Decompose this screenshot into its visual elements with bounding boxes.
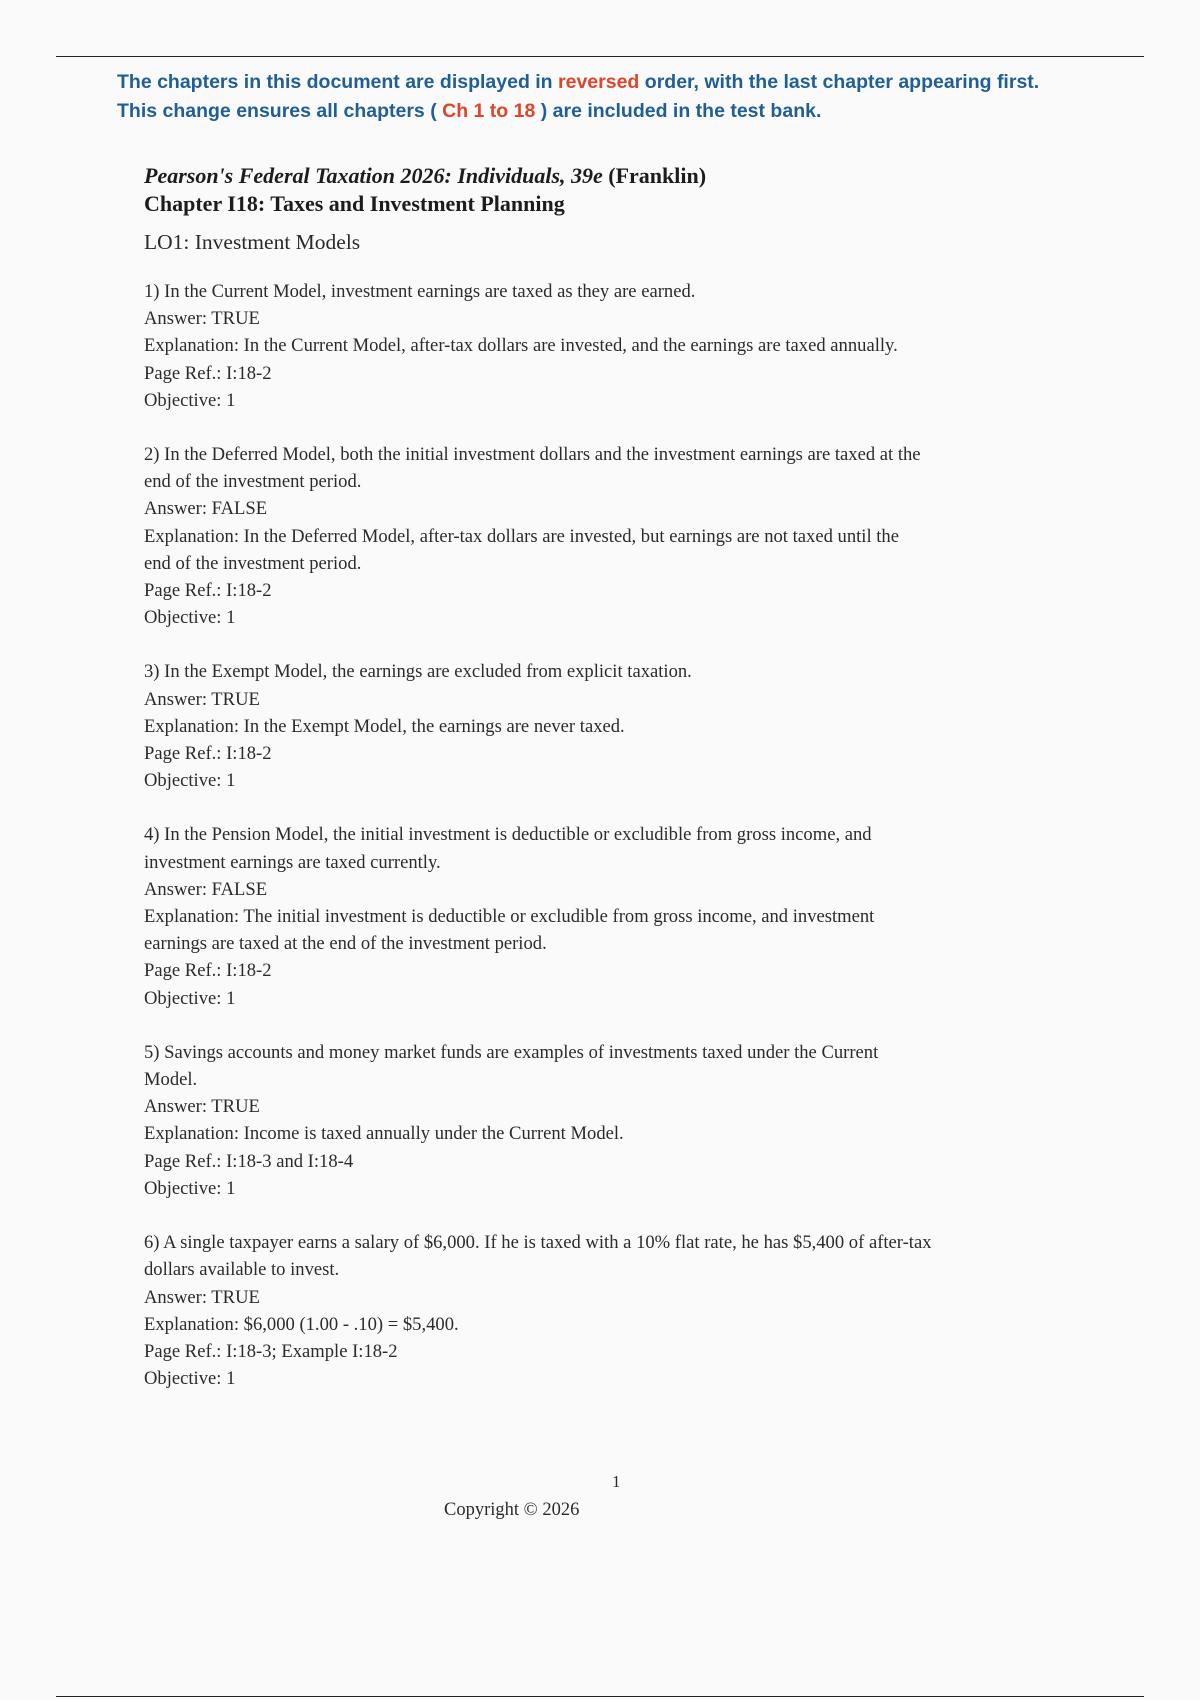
book-title-author: (Franklin) bbox=[602, 163, 707, 188]
question-text: dollars available to invest. bbox=[144, 1259, 340, 1281]
question-text: 6) A single taxpayer earns a salary of $6,000. If he is taxed with a 10% flat rate, he has $5,400 of after-tax bbox=[144, 1232, 932, 1254]
question-explanation: Explanation: In the Current Model, after-tax dollars are invested, and the earnings are taxed annually. bbox=[144, 335, 898, 357]
question-text: end of the investment period. bbox=[144, 471, 362, 493]
question-page-ref: Page Ref.: I:18-2 bbox=[144, 362, 272, 384]
question-item bbox=[144, 441, 1084, 631]
question-answer: Answer: FALSE bbox=[144, 878, 268, 900]
question-page-ref: Page Ref.: I:18-3; Example I:18-2 bbox=[144, 1340, 398, 1362]
notice-line-2 bbox=[117, 97, 1177, 126]
question-text: Model. bbox=[144, 1069, 198, 1091]
book-title bbox=[144, 162, 1084, 190]
question-answer: Answer: TRUE bbox=[144, 308, 260, 330]
question-answer: Answer: TRUE bbox=[144, 1096, 260, 1118]
question-explanation: Explanation: Income is taxed annually under the Current Model. bbox=[144, 1123, 624, 1145]
question-explanation: Explanation: $6,000 (1.00 - .10) = $5,400. bbox=[144, 1313, 459, 1335]
notice-line-1 bbox=[117, 68, 1177, 97]
question-answer: Answer: FALSE bbox=[144, 498, 268, 520]
question-page-ref: Page Ref.: I:18-2 bbox=[144, 743, 272, 765]
question-text: 3) In the Exempt Model, the earnings are excluded from explicit taxation. bbox=[144, 661, 692, 683]
question-explanation: Explanation: In the Deferred Model, after-tax dollars are invested, but earnings are not taxed until the bbox=[144, 525, 899, 547]
page-number: 1 bbox=[612, 1472, 621, 1491]
question-item bbox=[144, 1039, 1084, 1202]
question-objective: Objective: 1 bbox=[144, 389, 236, 411]
notice-text: ) are included in the test bank. bbox=[535, 100, 822, 122]
question-answer: Answer: TRUE bbox=[144, 688, 260, 710]
question-objective: Objective: 1 bbox=[144, 987, 236, 1009]
question-text: investment earnings are taxed currently. bbox=[144, 851, 441, 873]
document-body bbox=[144, 162, 1084, 1419]
question-objective: Objective: 1 bbox=[144, 770, 236, 792]
question-answer: Answer: TRUE bbox=[144, 1286, 260, 1308]
notice-highlight-reversed: reversed bbox=[558, 71, 640, 93]
bottom-divider bbox=[56, 1696, 1144, 1697]
question-explanation: Explanation: In the Exempt Model, the earnings are never taxed. bbox=[144, 715, 625, 737]
question-explanation: earnings are taxed at the end of the investment period. bbox=[144, 933, 547, 955]
book-title-name: Pearson's Federal Taxation 2026: Individuals, 39e bbox=[144, 163, 603, 188]
question-text: 2) In the Deferred Model, both the initial investment dollars and the investment earnings are taxed at the bbox=[144, 444, 921, 466]
notice-text: This change ensures all chapters ( bbox=[117, 100, 443, 122]
notice-text: The chapters in this document are displayed in bbox=[117, 71, 559, 93]
question-item bbox=[144, 1229, 1084, 1392]
question-page-ref: Page Ref.: I:18-2 bbox=[144, 960, 272, 982]
notice-highlight-chapters: Ch 1 to 18 bbox=[442, 100, 536, 122]
notice-text: order, with the last chapter appearing first. bbox=[639, 71, 1040, 93]
question-objective: Objective: 1 bbox=[144, 607, 236, 629]
question-text: 5) Savings accounts and money market funds are examples of investments taxed under the Current bbox=[144, 1041, 879, 1063]
question-page-ref: Page Ref.: I:18-3 and I:18-4 bbox=[144, 1150, 354, 1172]
question-text: 1) In the Current Model, investment earnings are taxed as they are earned. bbox=[144, 281, 696, 302]
question-text: 4) In the Pension Model, the initial investment is deductible or excludible from gross income, and bbox=[144, 824, 872, 846]
question-explanation: Explanation: The initial investment is deductible or excludible from gross income, and investment bbox=[144, 906, 875, 928]
top-divider bbox=[56, 56, 1144, 57]
question-list bbox=[144, 278, 1084, 1392]
question-objective: Objective: 1 bbox=[144, 1177, 236, 1199]
chapter-title: Chapter I18: Taxes and Investment Planning bbox=[144, 191, 565, 216]
learning-objective-title: LO1: Investment Models bbox=[144, 230, 361, 254]
copyright-notice: Copyright © 2026 bbox=[444, 1500, 580, 1520]
question-item bbox=[144, 821, 1084, 1011]
question-item bbox=[144, 278, 1084, 414]
question-objective: Objective: 1 bbox=[144, 1368, 236, 1390]
question-item bbox=[144, 658, 1084, 794]
question-page-ref: Page Ref.: I:18-2 bbox=[144, 580, 272, 602]
reversed-order-notice bbox=[117, 68, 1177, 126]
question-explanation: end of the investment period. bbox=[144, 552, 362, 574]
